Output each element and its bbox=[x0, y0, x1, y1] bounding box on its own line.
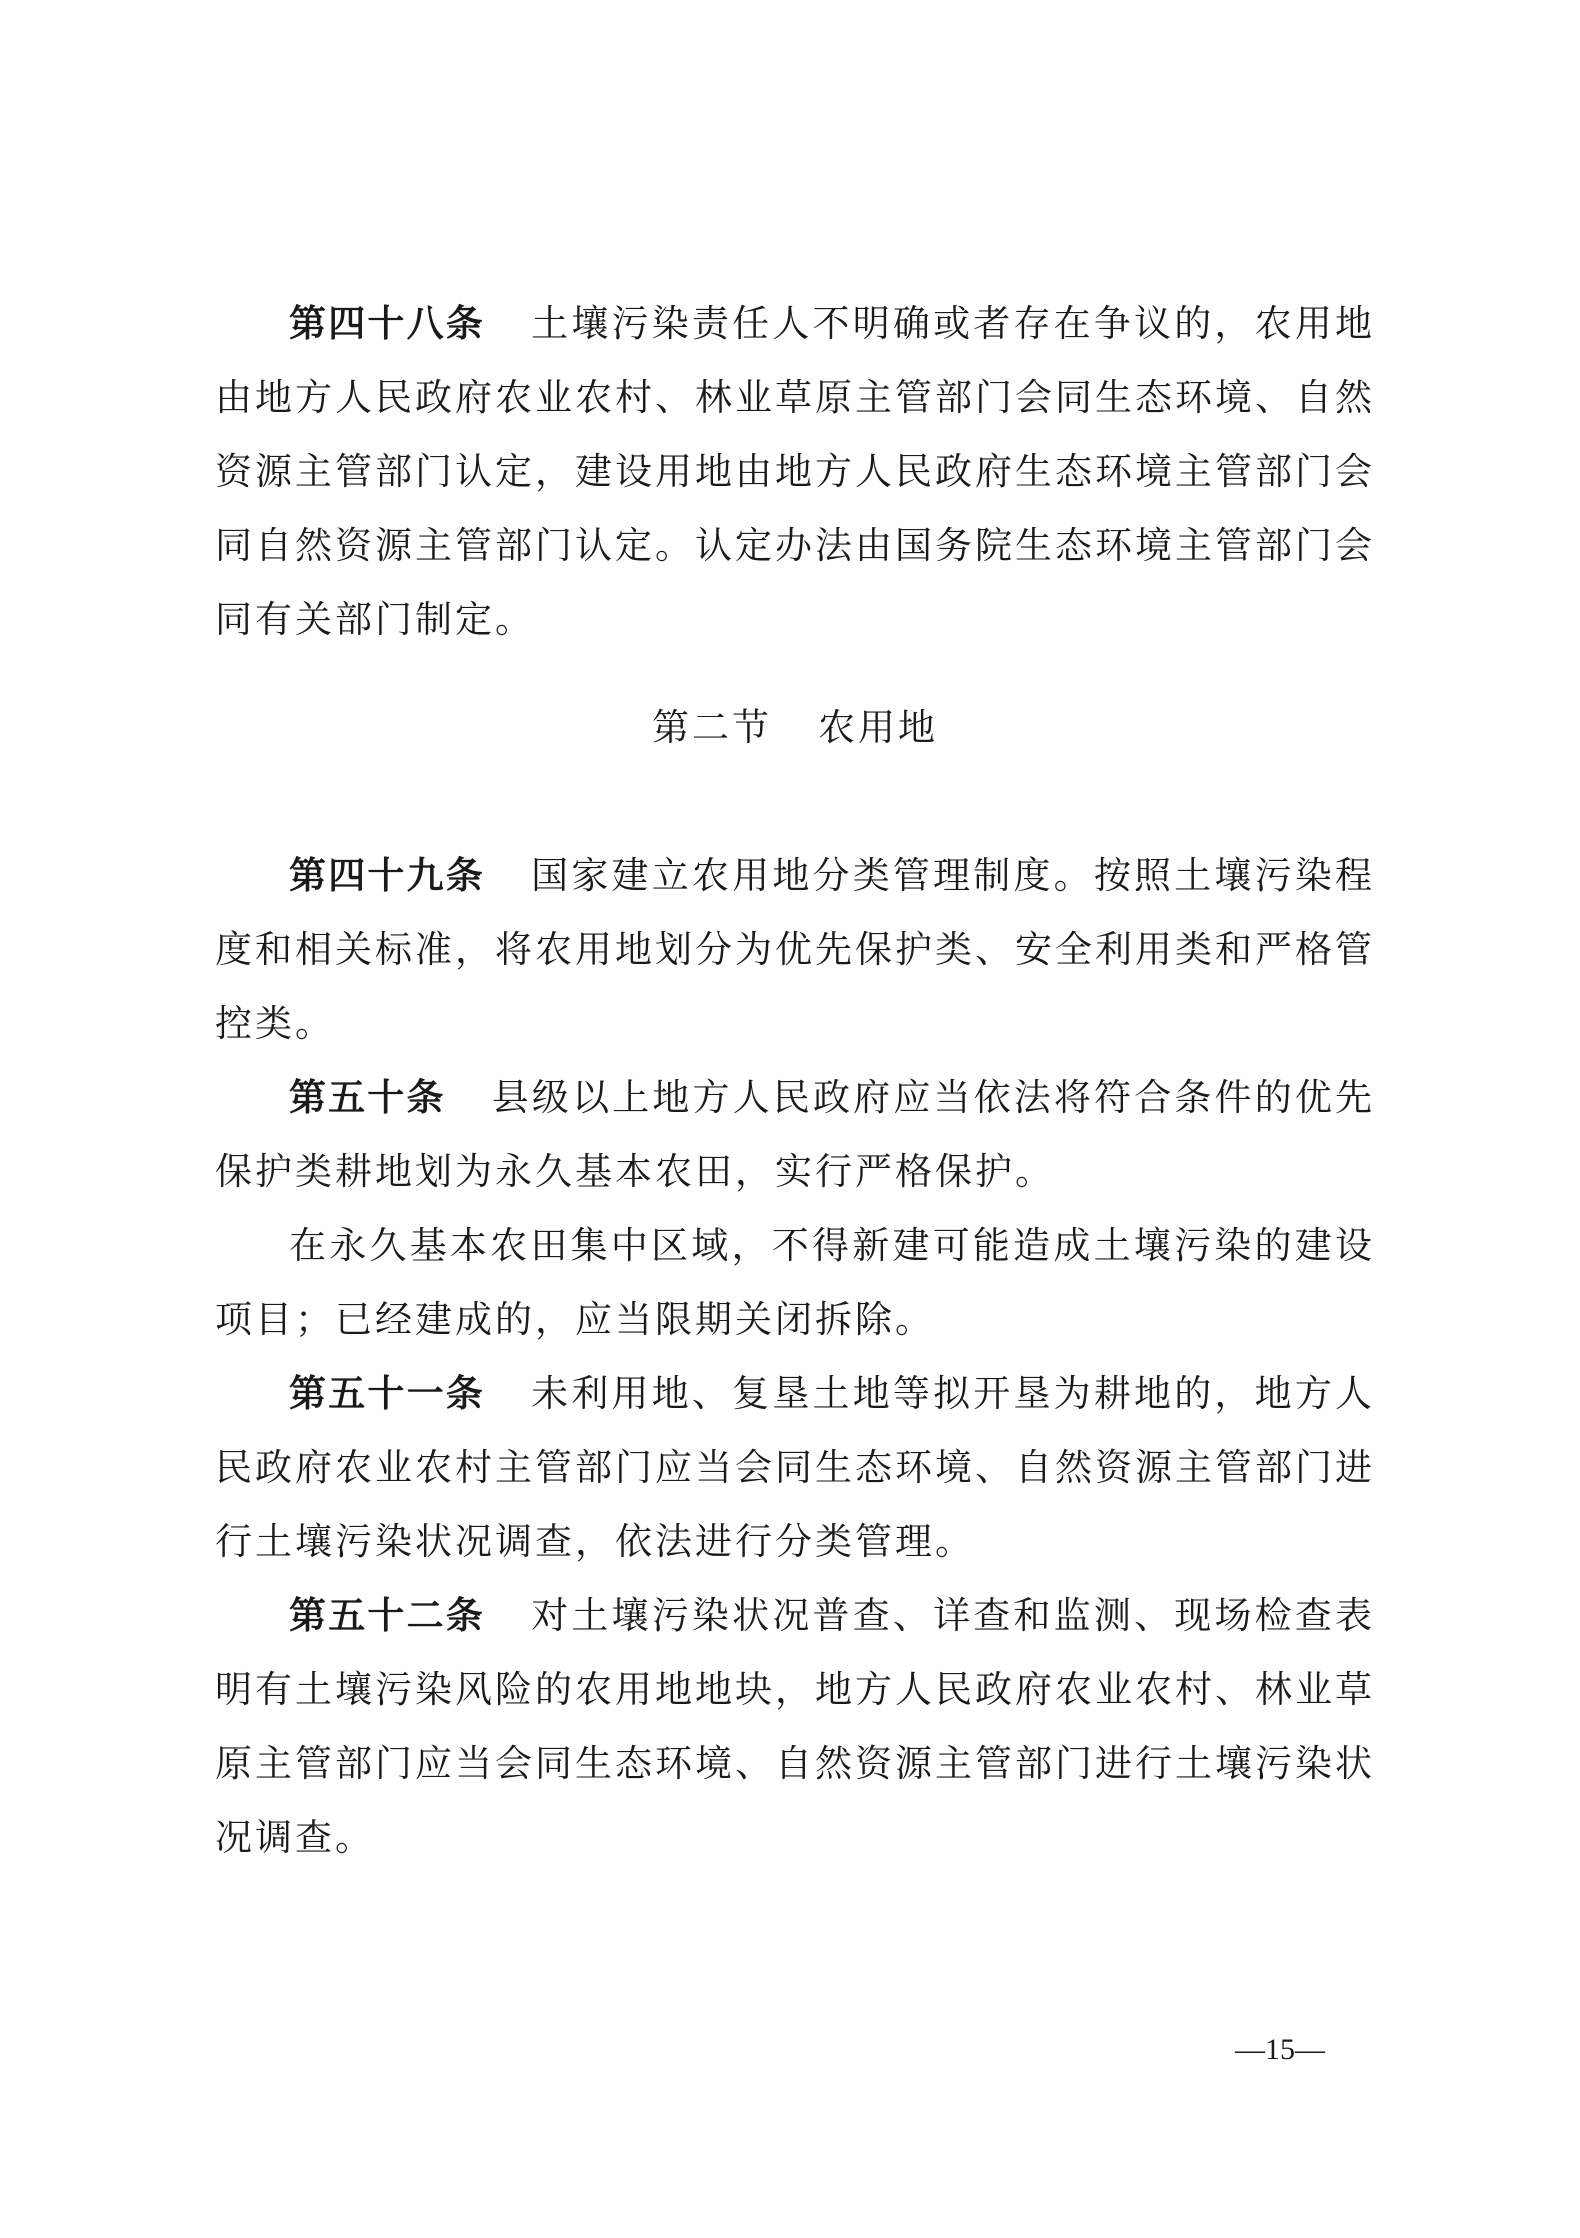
document-body bbox=[215, 287, 1375, 1875]
page-number: —15— bbox=[1235, 2033, 1325, 2066]
article-49-text: 国家建立农用地分类管理制度。按照土壤污染程度和相关标准，将农用地划分为优先保护类、安全利用类和严格管控类。 bbox=[215, 854, 1376, 1045]
article-50-paragraph-2: 在永久基本农田集中区域，不得新建可能造成土壤污染的建设项目；已经建成的，应当限期关闭拆除。 bbox=[215, 1224, 1375, 1341]
article-52-number: 第五十二条 bbox=[289, 1594, 485, 1637]
section-number: 第二节 bbox=[652, 706, 772, 749]
article-49-number: 第四十九条 bbox=[289, 854, 485, 897]
article-51-number: 第五十一条 bbox=[289, 1372, 485, 1415]
article-48 bbox=[215, 287, 1375, 657]
article-50-number: 第五十条 bbox=[289, 1076, 446, 1119]
article-49 bbox=[215, 839, 1375, 1061]
article-50-text: 县级以上地方人民政府应当依法将符合条件的优先保护类耕地划为永久基本农田，实行严格保护。 bbox=[215, 1076, 1376, 1193]
article-48-number: 第四十八条 bbox=[289, 302, 485, 345]
section-title: 农用地 bbox=[818, 706, 938, 749]
article-52-text: 对土壤污染状况普查、详查和监测、现场检查表明有土壤污染风险的农用地地块，地方人民政府农业农村、林业草原主管部门应当会同生态环境、自然资源主管部门进行土壤污染状况调查。 bbox=[215, 1594, 1376, 1859]
article-48-text: 土壤污染责任人不明确或者存在争议的，农用地由地方人民政府农业农村、林业草原主管部门会同生态环境、自然资源主管部门认定，建设用地由地方人民政府生态环境主管部门会同自然资源主管部门认定。认定办法由国务院生态环境主管部门会同有关部门制定。 bbox=[215, 302, 1376, 641]
article-50 bbox=[215, 1061, 1375, 1209]
article-51 bbox=[215, 1357, 1375, 1579]
article-52 bbox=[215, 1579, 1375, 1875]
article-51-text: 未利用地、复垦土地等拟开垦为耕地的，地方人民政府农业农村主管部门应当会同生态环境、自然资源主管部门进行土壤污染状况调查，依法进行分类管理。 bbox=[215, 1372, 1376, 1563]
section-heading bbox=[215, 657, 1375, 839]
